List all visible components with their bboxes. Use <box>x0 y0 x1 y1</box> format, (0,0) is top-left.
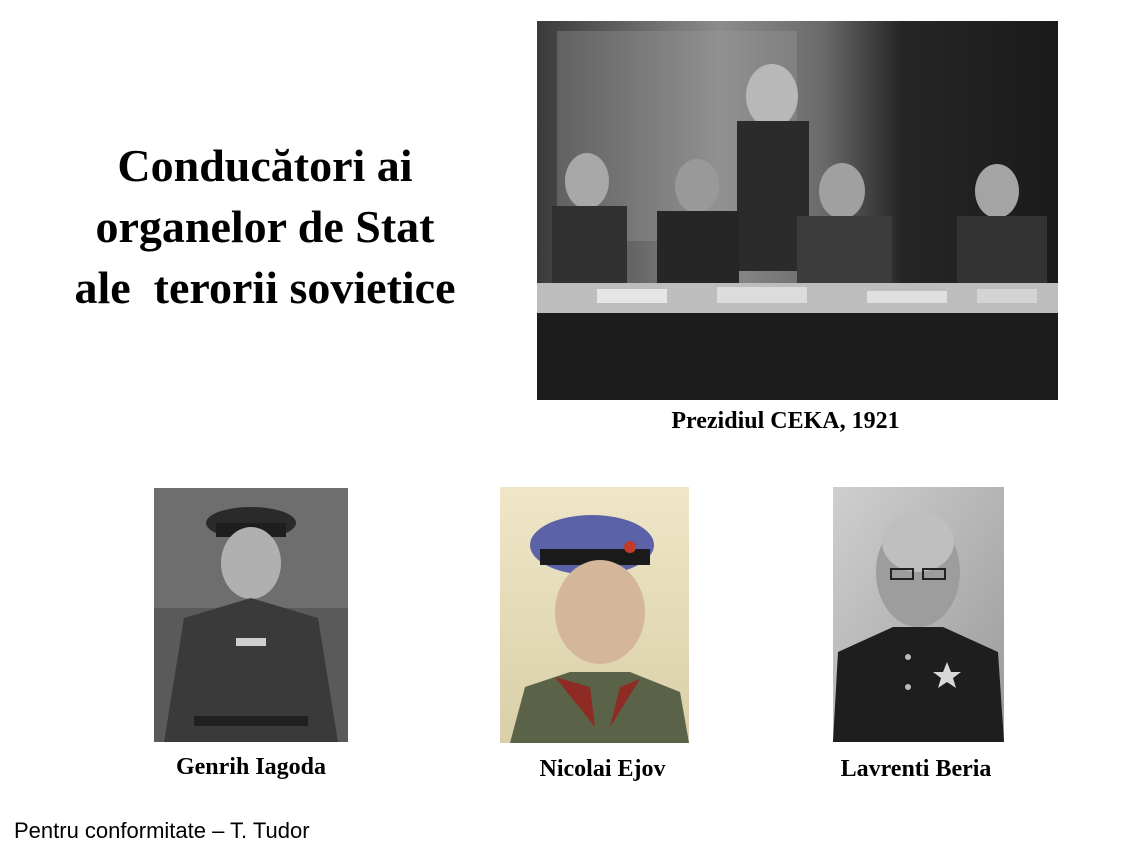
footer-credit: Pentru conformitate – T. Tudor <box>14 818 310 843</box>
portrait-ejov <box>500 487 689 743</box>
portrait-ejov-caption: Nicolai Ejov <box>539 756 666 782</box>
ceka-presidium-caption: Prezidiul CEKA, 1921 <box>671 408 900 434</box>
slide-title-line-3: ale terorii sovietice <box>74 262 456 313</box>
portrait-beria-caption: Lavrenti Beria <box>840 756 992 782</box>
slide-title-line-1: Conducători ai <box>117 140 413 191</box>
ceka-presidium-photo <box>537 21 1058 400</box>
portrait-iagoda-caption: Genrih Iagoda <box>175 754 327 780</box>
slide-title <box>20 135 510 318</box>
slide-title-line-2: organelor de Stat <box>95 201 435 252</box>
portrait-beria <box>833 487 1004 742</box>
portrait-iagoda <box>154 488 348 742</box>
